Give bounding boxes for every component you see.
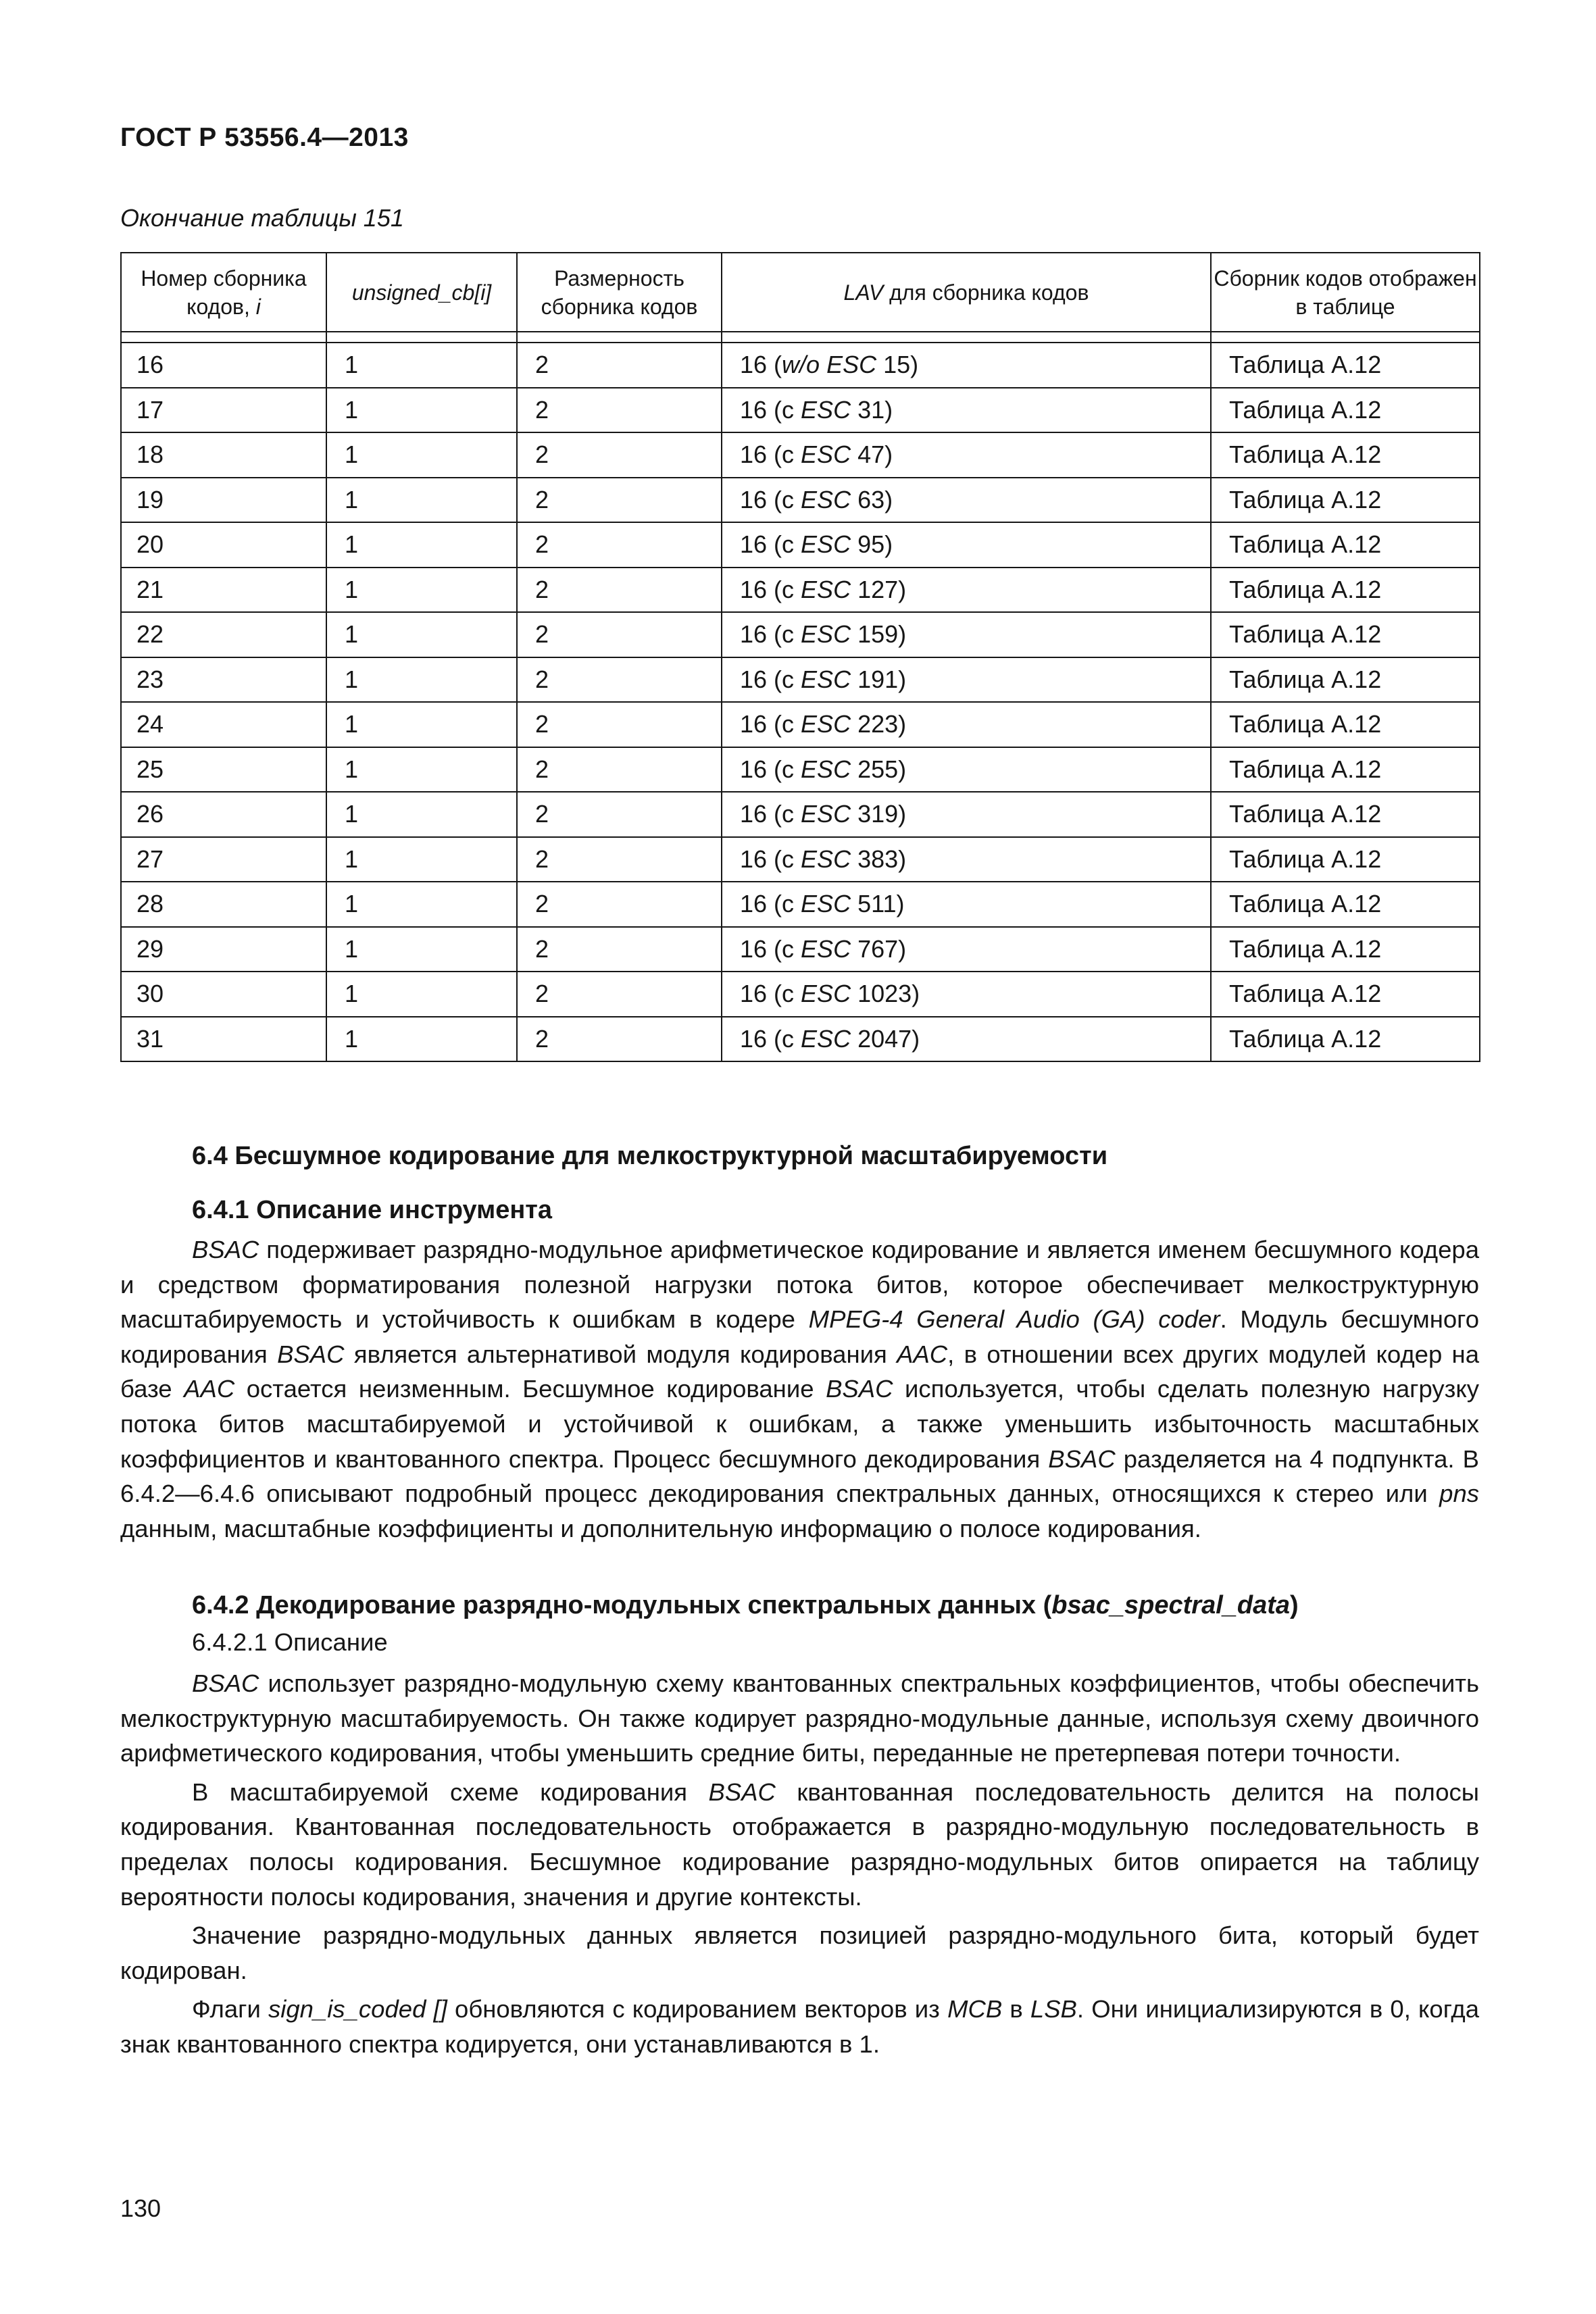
cell-dimension: 2 [517,568,722,613]
cell-lav: 16 (с ESC 159) [722,612,1211,657]
header-unsigned-cb: unsigned_cb[i] [326,253,517,332]
cell-codebook-number: 17 [121,388,326,433]
table-row [121,478,1480,523]
cell-codebook-number: 29 [121,927,326,972]
cell-dimension: 2 [517,612,722,657]
cell-lav: 16 (с ESC 767) [722,927,1211,972]
cell-unsigned-cb: 1 [326,568,517,613]
section-6-4-2-title: 6.4.2 Декодирование разрядно-модульных спектральных данных (bsac_spectral_data) [192,1591,1299,1619]
cell-dimension: 2 [517,388,722,433]
paragraph-4: Флаги sign_is_coded [] обновляются с кодированием векторов из MCB в LSB. Они инициализируются в 0, когда знак квантованного спектра кодируется, они устанавливаются в 1. [120,1995,1479,2058]
cell-codebook-number: 26 [121,792,326,837]
cell-mapped-table: Таблица А.12 [1211,612,1480,657]
section-6-4-title: 6.4 Бесшумное кодирование для мелкоструктурной масштабируемости [192,1142,1108,1170]
cell-unsigned-cb: 1 [326,388,517,433]
table-row [121,1017,1480,1062]
table-row [121,522,1480,568]
cell-codebook-number: 19 [121,478,326,523]
cell-mapped-table: Таблица А.12 [1211,702,1480,747]
header-codebook-dimension: Размерность сборника кодов [517,253,722,332]
cell-lav: 16 (с ESC 511) [722,882,1211,927]
cell-mapped-table: Таблица А.12 [1211,927,1480,972]
cell-mapped-table: Таблица А.12 [1211,837,1480,882]
cell-codebook-number: 30 [121,972,326,1017]
cell-dimension: 2 [517,1017,722,1062]
cell-unsigned-cb: 1 [326,522,517,568]
cell-dimension: 2 [517,343,722,388]
cell-codebook-number: 21 [121,568,326,613]
cell-lav: 16 (с ESC 2047) [722,1017,1211,1062]
cell-codebook-number: 16 [121,343,326,388]
paragraph-tool-description: BSAC подерживает разрядно-модульное арифметическое кодирование и является именем бесшумного кодера и средством форматирования полезной нагрузки потока битов, которое обеспечивает мелкоструктурную масштабируемость и устойчивость к ошибкам в кодере MPEG-4 General Audio (GA) coder. Модуль бесшумного кодирования BSAC является альтернативой модуля кодирования AAC, в отношении всех других модулей кодер на базе AAC остается неизменным. Бесшумное кодирование BSAC используется, чтобы сделать полезную нагрузку потока битов масштабируемой и устойчивой к ошибкам, а также уменьшить избыточность масштабных коэффициентов и квантованного спектра. Процесс бесшумного декодирования BSAC разделяется на 4 подпункта. В 6.4.2—6.4.6 описывают подробный процесс декодирования спектральных данных, относящихся к стерео или pns данным, масштабные коэффициенты и дополнительную информацию о полосе кодирования. [120,1236,1480,1542]
cell-codebook-number: 28 [121,882,326,927]
cell-lav: 16 (с ESC 31) [722,388,1211,433]
cell-dimension: 2 [517,927,722,972]
table-row [121,882,1480,927]
cell-codebook-number: 18 [121,432,326,478]
cell-mapped-table: Таблица А.12 [1211,657,1480,703]
table-row [121,568,1480,613]
cell-mapped-table: Таблица А.12 [1211,522,1480,568]
cell-lav: 16 (с ESC 223) [722,702,1211,747]
cell-dimension: 2 [517,837,722,882]
cell-mapped-table: Таблица А.12 [1211,388,1480,433]
table-row [121,972,1480,1017]
table-row [121,388,1480,433]
cell-dimension: 2 [517,747,722,793]
cell-unsigned-cb: 1 [326,837,517,882]
cell-lav: 16 (с ESC 191) [722,657,1211,703]
cell-dimension: 2 [517,702,722,747]
cell-codebook-number: 27 [121,837,326,882]
codebook-table [120,252,1480,1062]
table-row [121,837,1480,882]
header-mapped-table: Сборник кодов отображен в таблице [1211,253,1480,332]
section-6-4-1-body [120,1232,1479,1546]
cell-unsigned-cb: 1 [326,478,517,523]
header-separator [121,332,1480,343]
cell-unsigned-cb: 1 [326,972,517,1017]
cell-mapped-table: Таблица А.12 [1211,432,1480,478]
cell-unsigned-cb: 1 [326,927,517,972]
paragraph-3: Значение разрядно-модульных данных является позицией разрядно-модульного бита, который будет кодирован. [120,1921,1479,1984]
table-header-row [121,253,1480,332]
cell-dimension: 2 [517,432,722,478]
table-row [121,343,1480,388]
table-body [121,343,1480,1061]
cell-mapped-table: Таблица А.12 [1211,478,1480,523]
cell-codebook-number: 31 [121,1017,326,1062]
section-6-4-1-title: 6.4.1 Описание инструмента [192,1196,553,1224]
cell-dimension: 2 [517,882,722,927]
header-codebook-number: Номер сборника кодов, i [121,253,326,332]
table-row [121,657,1480,703]
cell-codebook-number: 22 [121,612,326,657]
cell-unsigned-cb: 1 [326,747,517,793]
cell-mapped-table: Таблица А.12 [1211,747,1480,793]
cell-codebook-number: 24 [121,702,326,747]
section-6-4-2-1-title: 6.4.2.1 Описание [192,1628,388,1656]
cell-lav: 16 (w/o ESC 15) [722,343,1211,388]
paragraph-2: В масштабируемой схеме кодирования BSAC квантованная последовательность делится на полосы кодирования. Квантованная последовательность отображается в разрядно-модульную последовательность в пределах полосы кодирования. Бесшумное кодирование разрядно-модульных битов опирается на таблицу вероятности полосы кодирования, значения и другие контексты. [120,1778,1479,1911]
cell-codebook-number: 23 [121,657,326,703]
cell-mapped-table: Таблица А.12 [1211,1017,1480,1062]
cell-mapped-table: Таблица А.12 [1211,343,1480,388]
table-row [121,612,1480,657]
cell-lav: 16 (с ESC 383) [722,837,1211,882]
cell-dimension: 2 [517,792,722,837]
table-row [121,792,1480,837]
cell-unsigned-cb: 1 [326,343,517,388]
header-lav: LAV для сборника кодов [722,253,1211,332]
cell-lav: 16 (с ESC 319) [722,792,1211,837]
cell-unsigned-cb: 1 [326,657,517,703]
cell-unsigned-cb: 1 [326,1017,517,1062]
cell-unsigned-cb: 1 [326,432,517,478]
cell-unsigned-cb: 1 [326,882,517,927]
cell-mapped-table: Таблица А.12 [1211,568,1480,613]
cell-mapped-table: Таблица А.12 [1211,792,1480,837]
table-row [121,432,1480,478]
cell-mapped-table: Таблица А.12 [1211,882,1480,927]
document-header: ГОСТ Р 53556.4—2013 [120,123,409,152]
cell-dimension: 2 [517,522,722,568]
cell-codebook-number: 20 [121,522,326,568]
page-number: 130 [120,2194,161,2222]
cell-codebook-number: 25 [121,747,326,793]
cell-dimension: 2 [517,478,722,523]
cell-unsigned-cb: 1 [326,792,517,837]
table-row [121,927,1480,972]
cell-mapped-table: Таблица А.12 [1211,972,1480,1017]
paragraph-1: BSAC использует разрядно-модульную схему квантованных спектральных коэффициентов, чтобы обеспечить мелкоструктурную масштабируемость. Он также кодирует разрядно-модульные данные, используя схему двоичного арифметического кодирования, чтобы уменьшить средние биты, переданные не претерпевая потери точности. [120,1669,1479,1767]
cell-lav: 16 (с ESC 127) [722,568,1211,613]
cell-unsigned-cb: 1 [326,612,517,657]
section-6-4-2-1-body [120,1666,1479,2062]
table-caption: Окончание таблицы 151 [120,204,404,232]
cell-lav: 16 (с ESC 47) [722,432,1211,478]
cell-lav: 16 (с ESC 95) [722,522,1211,568]
cell-unsigned-cb: 1 [326,702,517,747]
cell-dimension: 2 [517,972,722,1017]
table-row [121,747,1480,793]
table-row [121,702,1480,747]
cell-lav: 16 (с ESC 1023) [722,972,1211,1017]
cell-dimension: 2 [517,657,722,703]
cell-lav: 16 (с ESC 63) [722,478,1211,523]
cell-lav: 16 (с ESC 255) [722,747,1211,793]
